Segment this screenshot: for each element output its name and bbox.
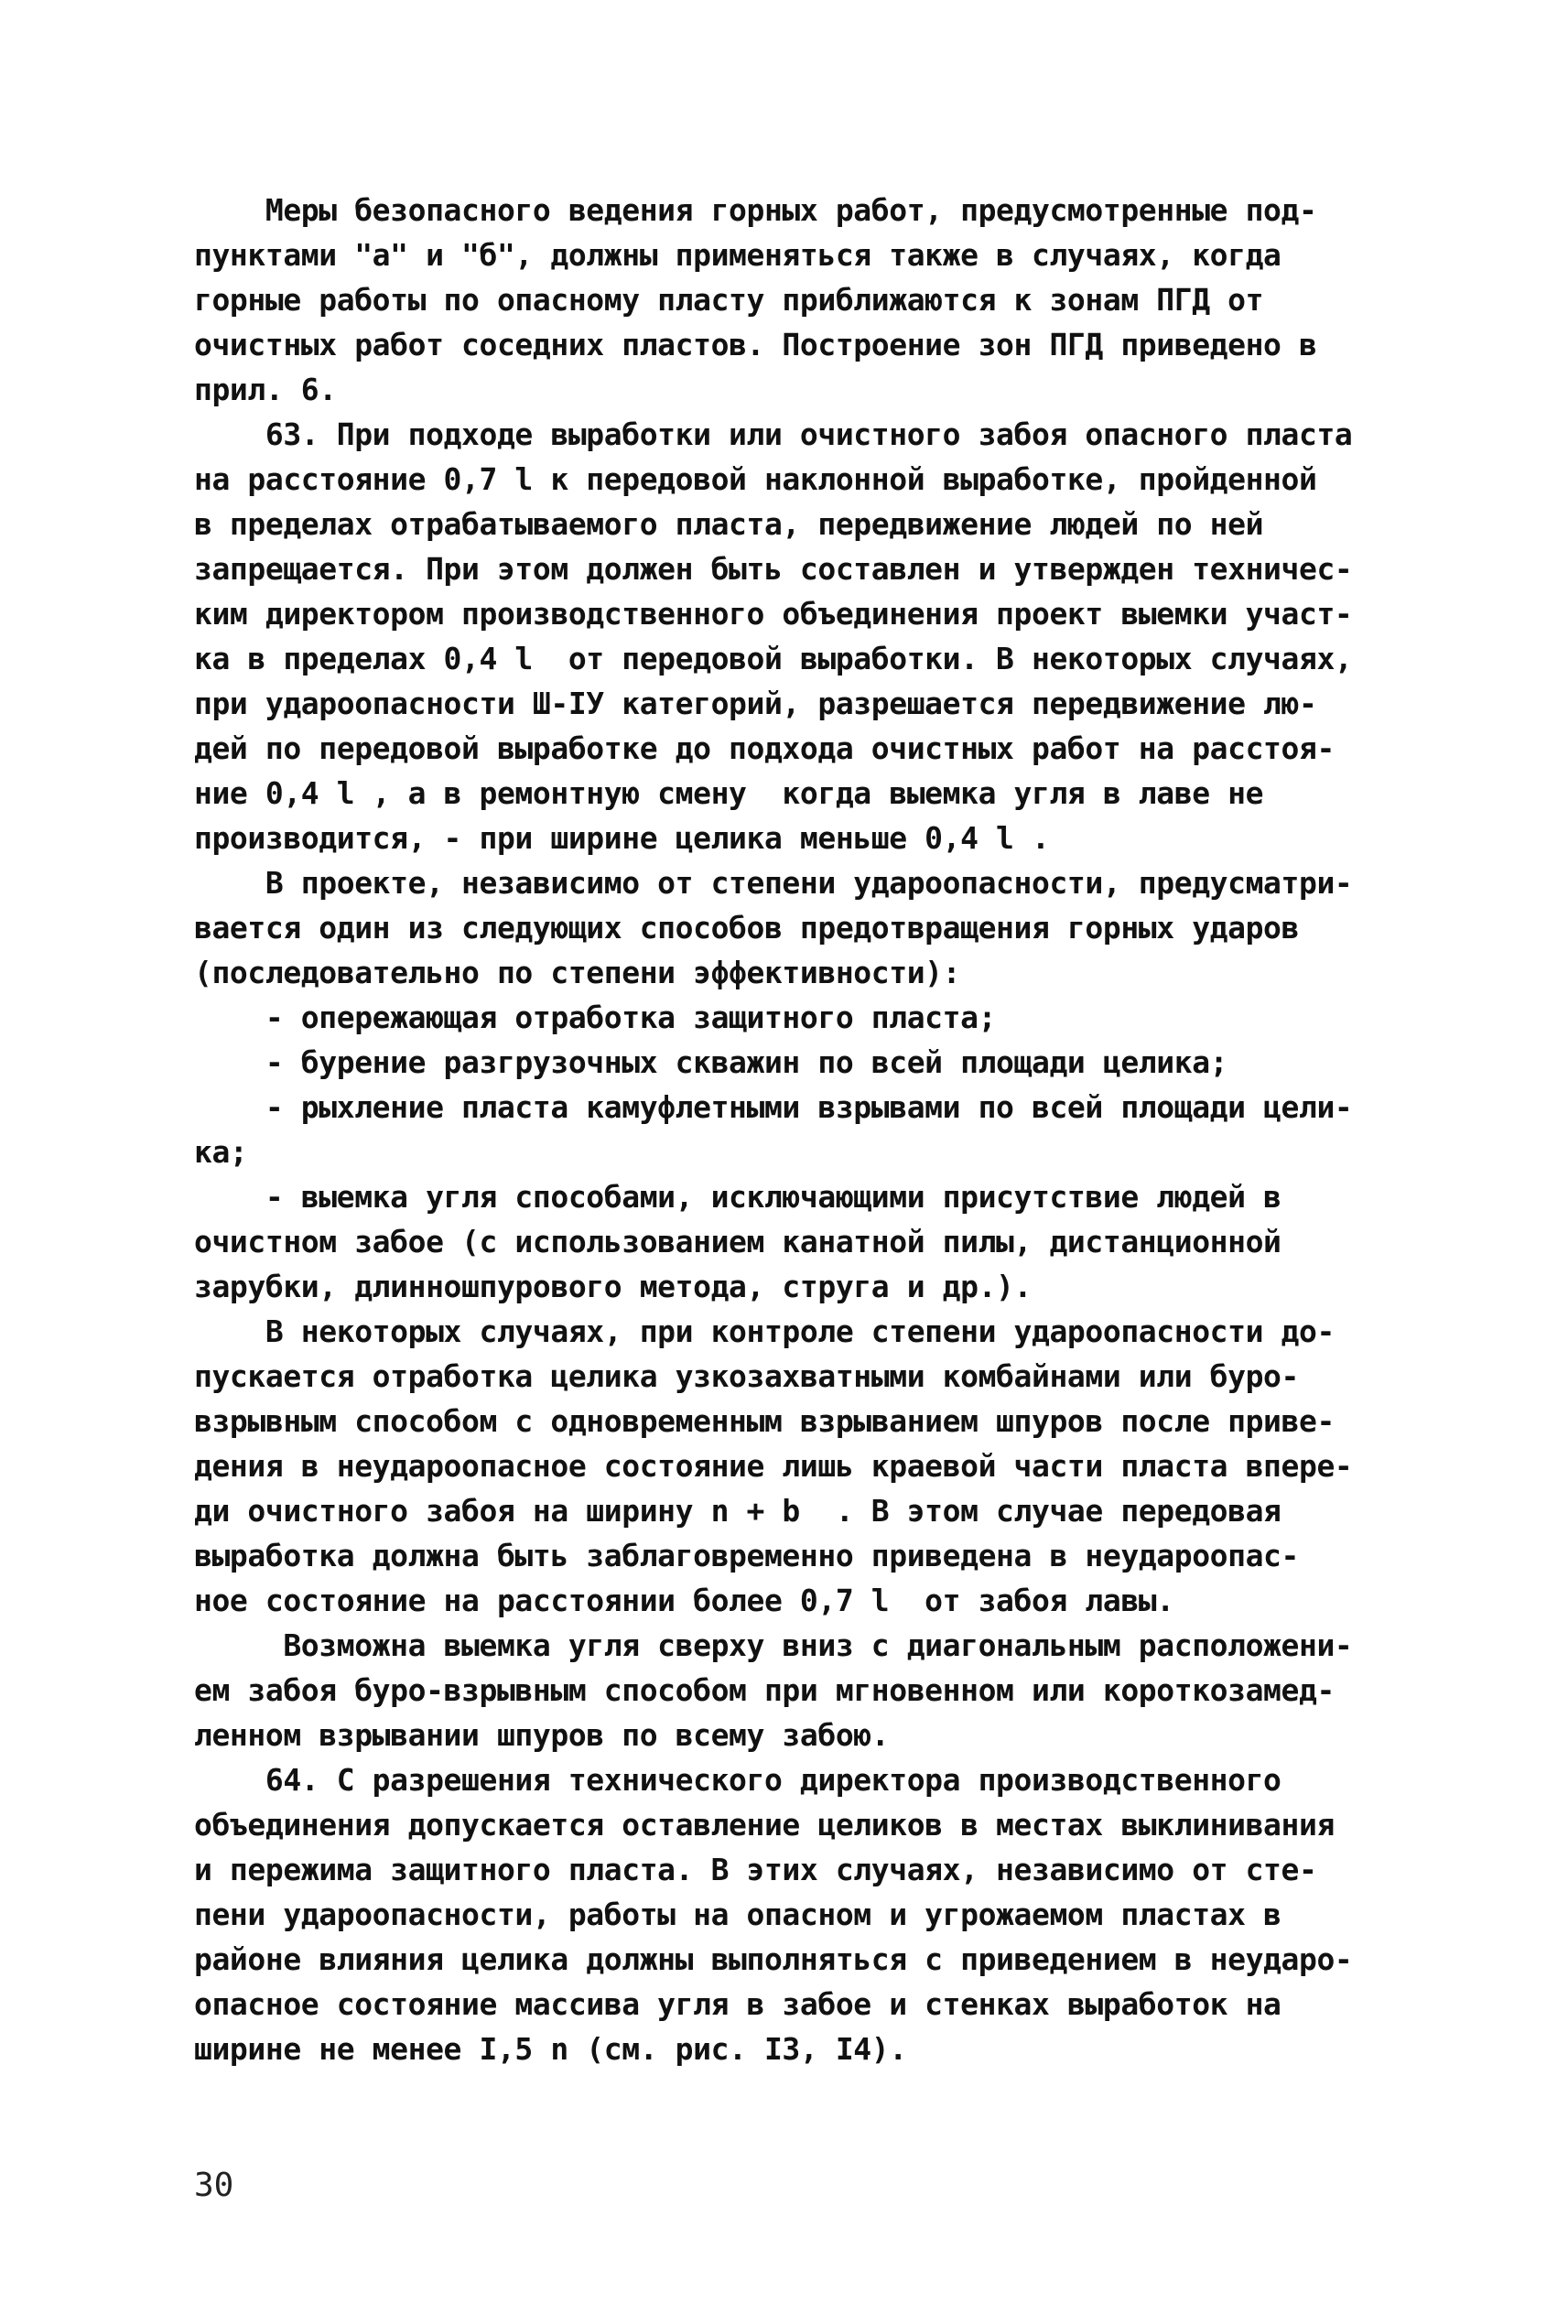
text-line: вается один из следующих способов предотвращения горных ударов [194, 910, 1299, 946]
text-line: производится, - при ширине целика меньше 0,4 l . [194, 820, 1050, 856]
text-line: ленном взрывании шпуров по всему забою. [194, 1717, 890, 1753]
text-line: в пределах отрабатываемого пласта, передвижение людей по ней [194, 506, 1264, 542]
body-text [194, 188, 1402, 2071]
text-line: пунктами "а" и "б", должны применяться также в случаях, когда [194, 237, 1281, 273]
text-line: ние 0,4 l , а в ремонтную смену когда выемка угля в лаве не [194, 775, 1264, 811]
text-line: взрывным способом с одновременным взрыванием шпуров после приве- [194, 1403, 1335, 1439]
text-line: 63. При подходе выработки или очистного забоя опасного пласта [194, 416, 1353, 452]
text-line: ким директором производственного объединения проект выемки участ- [194, 596, 1353, 632]
text-line: - выемка угля способами, исключающими присутствие людей в [194, 1179, 1281, 1215]
text-line: объединения допускается оставление целиков в местах выклинивания [194, 1807, 1335, 1843]
text-line: зарубки, длинношпурового метода, струга и др.). [194, 1269, 1032, 1304]
text-line: дения в неудароопасное состояние лишь краевой части пласта впере- [194, 1448, 1353, 1484]
text-line: 64. С разрешения технического директора производственного [194, 1762, 1281, 1798]
page-number: 30 [194, 2167, 234, 2204]
text-line: ка; [194, 1134, 248, 1170]
text-line: выработка должна быть заблаговременно приведена в неудароопас- [194, 1538, 1299, 1573]
text-line: ное состояние на расстоянии более 0,7 l от забоя лавы. [194, 1583, 1174, 1618]
text-line: (последовательно по степени эффективности): [194, 955, 961, 990]
text-line: и пережима защитного пласта. В этих случаях, независимо от сте- [194, 1852, 1317, 1887]
text-line: В проекте, независимо от степени удароопасности, предусматри- [194, 865, 1353, 901]
text-line: - бурение разгрузочных скважин по всей площади целика; [194, 1044, 1228, 1080]
text-line: при удароопасности Ш-IУ категорий, разрешается передвижение лю- [194, 686, 1317, 721]
text-line: Возможна выемка угля сверху вниз с диагональным расположени- [194, 1627, 1353, 1663]
text-line: - рыхление пласта камуфлетными взрывами по всей площади цели- [194, 1089, 1353, 1125]
text-line: очистных работ соседних пластов. Построение зон ПГД приведено в [194, 327, 1317, 362]
text-line: опасное состояние массива угля в забое и стенках выработок на [194, 1986, 1281, 2022]
text-line: Меры безопасного ведения горных работ, предусмотренные под- [194, 192, 1317, 228]
text-line: В некоторых случаях, при контроле степени удароопасности до- [194, 1313, 1335, 1349]
text-line: ширине не менее I,5 n (см. рис. I3, I4). [194, 2031, 907, 2067]
text-line: ди очистного забоя на ширину n + b . В этом случае передовая [194, 1493, 1281, 1529]
text-line: - опережающая отработка защитного пласта; [194, 1000, 997, 1035]
text-line: горные работы по опасному пласту приближаются к зонам ПГД от [194, 282, 1264, 318]
text-line: ка в пределах 0,4 l от передовой выработки. В некоторых случаях, [194, 641, 1353, 676]
text-line: прил. 6. [194, 372, 337, 407]
text-line: ем забоя буро-взрывным способом при мгновенном или короткозамед- [194, 1672, 1335, 1708]
text-line: очистном забое (с использованием канатной пилы, дистанционной [194, 1224, 1281, 1259]
text-line: на расстояние 0,7 l к передовой наклонной выработке, пройденной [194, 461, 1317, 497]
text-line: пускается отработка целика узкозахватными комбайнами или буро- [194, 1358, 1299, 1394]
text-line: районе влияния целика должны выполняться с приведением в неударо- [194, 1941, 1353, 1977]
text-line: запрещается. При этом должен быть составлен и утвержден техничес- [194, 551, 1353, 587]
text-line: дей по передовой выработке до подхода очистных работ на расстоя- [194, 730, 1335, 766]
text-line: пени удароопасности, работы на опасном и угрожаемом пластах в [194, 1897, 1281, 1932]
